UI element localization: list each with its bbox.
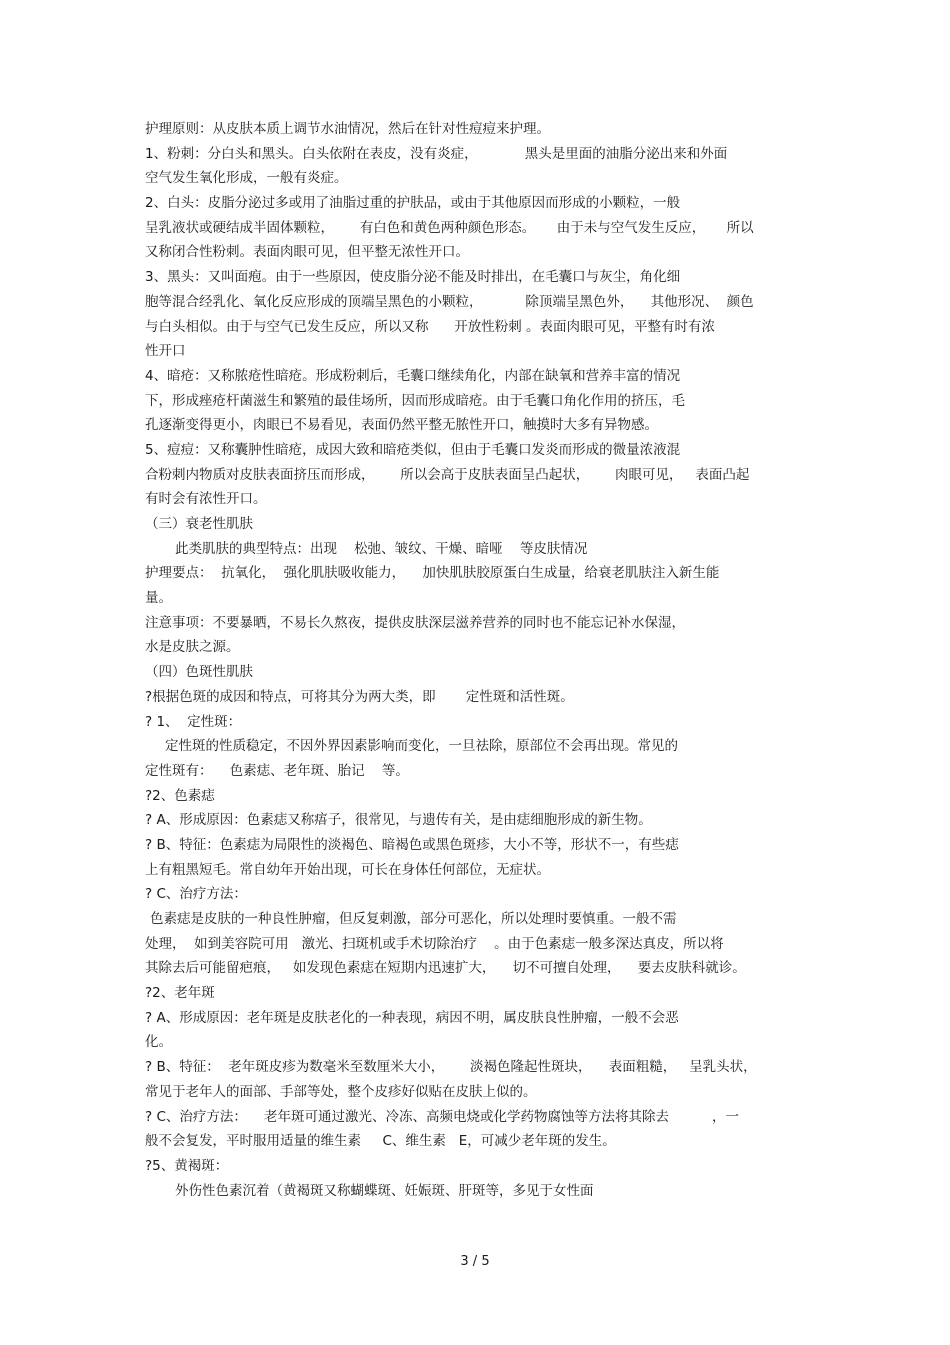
text-line: 水是皮肤之源。 (145, 639, 240, 656)
text-line: 胞等混合经乳化、氧化反应形成的顶端呈黑色的小颗粒， 除顶端呈黑色外， 其他形况、 颜色 (145, 293, 754, 310)
text-line: 3、黑头：又叫面疱。由于一些原因，使皮脂分泌不能及时排出，在毛囊口与灰尘，角化细 (145, 269, 681, 286)
text-line: ?5、黄褐斑： (145, 1157, 229, 1174)
text-line: 性开口 (145, 343, 186, 360)
text-line: ?2、老年斑 (145, 985, 215, 1002)
text-line: 有时会有浓性开口。 (145, 491, 267, 508)
text-line: 此类肌肤的典型特点：出现 松弛、皱纹、干燥、暗哑 等皮肤情况 (175, 540, 588, 557)
text-line: 呈乳液状或硬结成半固体颗粒， 有白色和黄色两种颜色形态。 由于未与空气发生反应， 所以 (145, 219, 754, 236)
text-line: ? 1、 定性斑： (145, 713, 242, 730)
text-line: （四）色斑性肌肤 (145, 664, 253, 681)
text-line: 上有粗黑短毛。常自幼年开始出现，可长在身体任何部位，无症状。 (145, 861, 550, 878)
text-line: 其除去后可能留疤痕， 如发现色素痣在短期内迅速扩大， 切不可擅自处理， 要去皮肤科就诊。 (145, 960, 746, 977)
text-line: 般不会复发，平时服用适量的维生素 C、维生素 E，可减少老年斑的发生。 (145, 1133, 616, 1150)
text-line: ? A、形成原因：色素痣又称痦子，很常见，与遗传有关，是由痣细胞形成的新生物。 (145, 812, 652, 829)
text-line: 空气发生氧化形成，一般有炎症。 (145, 170, 348, 187)
text-line: 孔逐渐变得更小，肉眼已不易看见，表面仍然平整无脓性开口，触摸时大多有异物感。 (145, 417, 658, 434)
text-line: 护理要点： 抗氧化， 强化肌肤吸收能力， 加快肌肤胶原蛋白生成量，给衰老肌肤注入新生能 (145, 565, 720, 582)
text-line: 定性斑的性质稳定，不因外界因素影响而变化，一旦祛除，原部位不会再出现。常见的 (165, 738, 678, 755)
text-line: 5、痘痘：又称囊肿性暗疮，成因大致和暗疮类似，但由于毛囊口发炎而形成的微量浓液混 (145, 441, 681, 458)
text-line: ? A、形成原因：老年斑是皮肤老化的一种表现，病因不明，属皮肤良性肿瘤，一般不会恶 (145, 1009, 679, 1026)
text-line: 4、暗疮：又称脓疮性暗疮。形成粉刺后，毛囊口继续角化，内部在缺氧和营养丰富的情况 (145, 367, 681, 384)
text-line: 量。 (145, 590, 172, 607)
text-line: 1、粉刺：分白头和黑头。白头依附在表皮，没有炎症， 黑头是里面的油脂分泌出来和外面 (145, 145, 728, 162)
page-number: 3 / 5 (460, 1254, 490, 1269)
text-line: 常见于老年人的面部、手部等处，整个皮疹好似贴在皮肤上似的。 (145, 1083, 537, 1100)
text-line: ?根据色斑的成因和特点，可将其分为两大类，即 定性斑和活性斑。 (145, 688, 574, 705)
text-line: 定性斑有： 色素痣、老年斑、胎记 等。 (145, 762, 409, 779)
text-line: 外伤性色素沉着（黄褐斑又称蝴蝶斑、妊娠斑、肝斑等，多见于女性面 (175, 1182, 594, 1199)
document-body (145, 117, 810, 1203)
text-line: （三）衰老性肌肤 (145, 516, 253, 532)
text-line: 又称闭合性粉刺。表面肉眼可见，但平整无浓性开口。 (145, 244, 469, 261)
text-line: 化。 (145, 1034, 172, 1051)
text-line: 下，形成痤疮杆菌滋生和繁殖的最佳场所，因而形成暗疮。由于毛囊口角化作用的挤压，毛 (145, 392, 685, 409)
text-line: ? C、治疗方法： (145, 886, 247, 903)
text-line: ? B、特征：色素痣为局限性的淡褐色、暗褐色或黑色斑疹，大小不等，形状不一，有些痣 (145, 836, 679, 853)
text-line: 2、白头：皮脂分泌过多或用了油脂过重的护肤品，或由于其他原因而形成的小颗粒，一般 (145, 195, 681, 212)
text-line: ?2、色素痣 (145, 787, 215, 804)
text-line: ? B、特征： 老年斑皮疹为数毫米至数厘米大小， 淡褐色隆起性斑块， 表面粗糙， 呈乳头状， (145, 1059, 757, 1076)
text-line: 与白头相似。由于与空气已发生反应，所以又称 开放性粉刺 。表面肉眼可见，平整有时有浓 (145, 318, 716, 335)
text-line: 色素痣是皮肤的一种良性肿瘤，但反复刺激，部分可恶化，所以处理时要慎重。一般不需 (150, 911, 677, 927)
text-line: ? C、治疗方法： 老年斑可通过激光、冷冻、高频电烧或化学药物腐蚀等方法将其除去 ，一 (145, 1108, 739, 1125)
text-line: 合粉刺内物质对皮肤表面挤压而形成， 所以会高于皮肤表面呈凸起状， 肉眼可见， 表面凸起 (145, 466, 750, 483)
text-line: 注意事项：不要暴晒，不易长久熬夜，提供皮肤深层滋养营养的同时也不能忘记补水保湿， (145, 614, 685, 631)
text-line: 护理原则：从皮肤本质上调节水油情况，然后在针对性痘痘来护理。 (145, 121, 550, 137)
text-line: 处理， 如到美容院可用 激光、扫斑机或手术切除治疗 。由于色素痣一般多深达真皮，所以将 (145, 935, 724, 952)
